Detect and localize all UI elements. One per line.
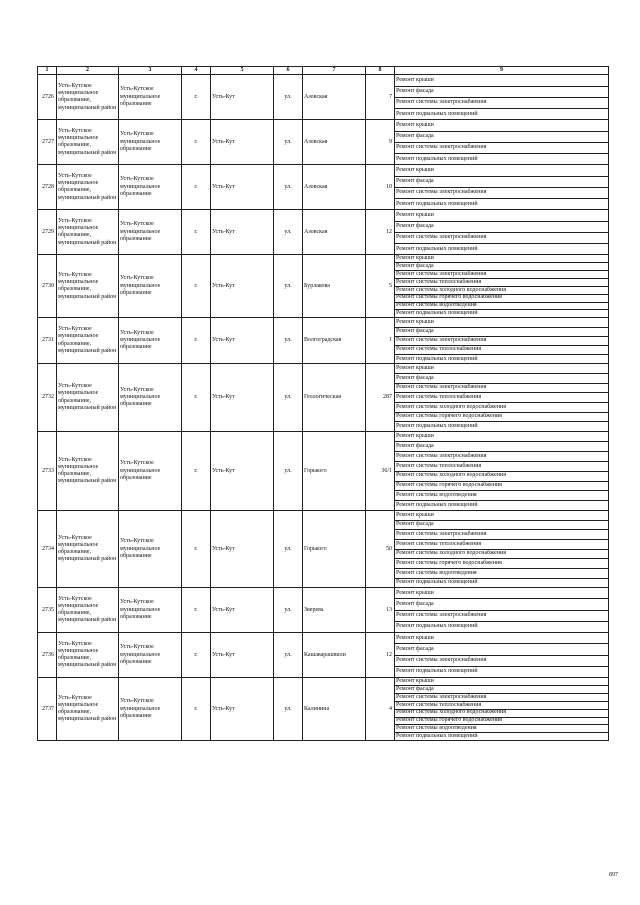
work-item: Ремонт системы водоотведения xyxy=(395,569,608,579)
municipality-cell: Усть-Кутское муниципальное образование, муниципальный район xyxy=(57,165,119,210)
house-number-cell: 287 xyxy=(366,364,395,432)
header-col-1: 1 xyxy=(38,67,57,75)
work-item: Ремонт системы электроснабжения xyxy=(395,530,608,540)
street-cell: Зверева xyxy=(303,588,366,633)
street-type-cell: ул. xyxy=(274,588,303,633)
house-number-cell: 12 xyxy=(366,633,395,678)
settlement-cell: Усть-Кутское муниципальное образование xyxy=(119,318,182,364)
street-type-cell: ул. xyxy=(274,165,303,210)
header-col-3: 3 xyxy=(119,67,182,75)
settlement-cell: Усть-Кутское муниципальное образование xyxy=(119,364,182,432)
table-row xyxy=(38,511,609,588)
work-item: Ремонт крыши xyxy=(395,120,608,131)
street-type-cell: ул. xyxy=(274,364,303,432)
row-number: 2734 xyxy=(38,511,57,588)
table-row xyxy=(38,120,609,165)
locality-type-cell: г. xyxy=(182,364,211,432)
work-item: Ремонт системы холодного водоснабжения xyxy=(395,472,608,482)
table-row xyxy=(38,432,609,511)
settlement-cell: Усть-Кутское муниципальное образование xyxy=(119,120,182,165)
work-item: Ремонт подвальных помещений xyxy=(396,110,478,117)
work-item: Ремонт системы горячего водоснабжения xyxy=(395,295,608,303)
street-type-cell: ул. xyxy=(274,633,303,678)
page-number: 897 xyxy=(609,872,618,878)
street-type-cell: ул. xyxy=(274,75,303,120)
house-number-cell: 7 xyxy=(366,75,395,120)
settlement-cell: Усть-Кутское муниципальное образование xyxy=(119,210,182,255)
row-number: 2728 xyxy=(38,165,57,210)
row-number: 2737 xyxy=(38,678,57,741)
work-item: Ремонт системы горячего водоснабжения xyxy=(395,413,608,423)
locality-type-cell: г. xyxy=(182,165,211,210)
works-cell xyxy=(395,318,609,364)
municipality-cell: Усть-Кутское муниципальное образование, муниципальный район xyxy=(57,511,119,588)
street-cell: Азовская xyxy=(303,75,366,120)
work-item: Ремонт системы электроснабжения xyxy=(395,98,608,109)
work-item: Ремонт подвальных помещений xyxy=(396,423,478,430)
row-number: 2730 xyxy=(38,255,57,318)
municipality-cell: Усть-Кутское муниципальное образование, муниципальный район xyxy=(57,75,119,120)
work-item: Ремонт подвальных помещений xyxy=(396,579,478,586)
row-number: 2732 xyxy=(38,364,57,432)
street-cell: Кашаварашвили xyxy=(303,633,366,678)
street-type-cell: ул. xyxy=(274,210,303,255)
work-item: Ремонт крыши xyxy=(395,633,608,644)
locality-type-cell: г. xyxy=(182,511,211,588)
work-item: Ремонт системы водоотведения xyxy=(395,725,608,733)
work-item: Ремонт системы теплоснабжения xyxy=(395,393,608,403)
work-item: Ремонт крыши xyxy=(395,432,608,442)
work-item: Ремонт фасада xyxy=(395,644,608,655)
settlement-cell: Усть-Кутское муниципальное образование xyxy=(119,432,182,511)
street-type-cell: ул. xyxy=(274,678,303,741)
street-cell: Волгоградская xyxy=(303,318,366,364)
settlement-cell: Усть-Кутское муниципальное образование xyxy=(119,165,182,210)
street-cell: Азовская xyxy=(303,210,366,255)
house-number-cell: 4 xyxy=(366,678,395,741)
works-cell xyxy=(395,165,609,210)
works-cell xyxy=(395,210,609,255)
works-cell xyxy=(395,432,609,511)
street-cell: Азовская xyxy=(303,120,366,165)
header-row xyxy=(38,67,609,75)
table-row xyxy=(38,255,609,318)
house-number-cell: 36/1 xyxy=(366,432,395,511)
work-item: Ремонт системы электроснабжения xyxy=(395,337,608,346)
street-type-cell: ул. xyxy=(274,318,303,364)
work-item: Ремонт системы горячего водоснабжения xyxy=(395,559,608,569)
work-item: Ремонт системы холодного водоснабжения xyxy=(395,403,608,413)
row-number: 2735 xyxy=(38,588,57,633)
work-item: Ремонт фасада xyxy=(395,521,608,531)
city-cell: Усть-Кут xyxy=(211,511,274,588)
work-item: Ремонт подвальных помещений xyxy=(396,623,478,630)
municipality-cell: Усть-Кутское муниципальное образование, муниципальный район xyxy=(57,364,119,432)
table-body xyxy=(38,75,609,741)
street-type-cell: ул. xyxy=(274,511,303,588)
work-item: Ремонт фасада xyxy=(395,222,608,233)
settlement-cell: Усть-Кутское муниципальное образование xyxy=(119,511,182,588)
header-col-4: 4 xyxy=(182,67,211,75)
work-item: Ремонт фасада xyxy=(395,177,608,188)
street-cell: Горького xyxy=(303,432,366,511)
city-cell: Усть-Кут xyxy=(211,75,274,120)
work-item: Ремонт крыши xyxy=(395,165,608,176)
street-cell: Бурлакова xyxy=(303,255,366,318)
house-number-cell: 1 xyxy=(366,318,395,364)
work-item: Ремонт крыши xyxy=(395,318,608,327)
work-item: Ремонт фасада xyxy=(395,442,608,452)
row-number: 2729 xyxy=(38,210,57,255)
work-item: Ремонт фасада xyxy=(395,263,608,271)
city-cell: Усть-Кут xyxy=(211,432,274,511)
locality-type-cell: г. xyxy=(182,678,211,741)
locality-type-cell: г. xyxy=(182,210,211,255)
city-cell: Усть-Кут xyxy=(211,678,274,741)
work-item: Ремонт подвальных помещений xyxy=(396,200,478,207)
locality-type-cell: г. xyxy=(182,75,211,120)
work-item: Ремонт крыши xyxy=(395,588,608,599)
work-item: Ремонт подвальных помещений xyxy=(396,355,478,362)
work-item: Ремонт фасада xyxy=(395,374,608,384)
work-item: Ремонт системы теплоснабжения xyxy=(395,346,608,355)
work-item: Ремонт крыши xyxy=(395,75,608,86)
work-item: Ремонт подвальных помещений xyxy=(396,668,478,675)
works-cell xyxy=(395,678,609,741)
table-row xyxy=(38,364,609,432)
settlement-cell: Усть-Кутское муниципальное образование xyxy=(119,678,182,741)
settlement-cell: Усть-Кутское муниципальное образование xyxy=(119,255,182,318)
work-item: Ремонт системы горячего водоснабжения xyxy=(395,482,608,492)
locality-type-cell: г. xyxy=(182,318,211,364)
house-number-cell: 12 xyxy=(366,210,395,255)
table-row xyxy=(38,75,609,120)
table-row xyxy=(38,588,609,633)
street-type-cell: ул. xyxy=(274,255,303,318)
work-item: Ремонт системы электроснабжения xyxy=(395,188,608,199)
work-item: Ремонт подвальных помещений xyxy=(396,502,478,509)
work-item: Ремонт системы электроснабжения xyxy=(395,694,608,702)
city-cell: Усть-Кут xyxy=(211,318,274,364)
house-number-cell: 50 xyxy=(366,511,395,588)
work-item: Ремонт крыши xyxy=(395,511,608,521)
work-item: Ремонт подвальных помещений xyxy=(396,310,478,317)
work-item: Ремонт системы электроснабжения xyxy=(395,143,608,154)
work-item: Ремонт системы теплоснабжения xyxy=(395,702,608,710)
work-item: Ремонт крыши xyxy=(395,678,608,686)
house-number-cell: 5 xyxy=(366,255,395,318)
city-cell: Усть-Кут xyxy=(211,633,274,678)
house-number-cell: 9 xyxy=(366,120,395,165)
work-item: Ремонт системы водоотведения xyxy=(395,303,608,311)
work-item: Ремонт системы электроснабжения xyxy=(395,656,608,667)
house-number-cell: 10 xyxy=(366,165,395,210)
work-item: Ремонт системы теплоснабжения xyxy=(395,540,608,550)
work-item: Ремонт фасада xyxy=(395,87,608,98)
locality-type-cell: г. xyxy=(182,120,211,165)
municipality-cell: Усть-Кутское муниципальное образование, муниципальный район xyxy=(57,120,119,165)
municipality-cell: Усть-Кутское муниципальное образование, муниципальный район xyxy=(57,678,119,741)
work-item: Ремонт крыши xyxy=(395,210,608,221)
settlement-cell: Усть-Кутское муниципальное образование xyxy=(119,588,182,633)
street-cell: Калинина xyxy=(303,678,366,741)
municipality-cell: Усть-Кутское муниципальное образование, муниципальный район xyxy=(57,318,119,364)
header-col-2: 2 xyxy=(57,67,119,75)
table-row xyxy=(38,318,609,364)
house-number-cell: 13 xyxy=(366,588,395,633)
work-item: Ремонт системы холодного водоснабжения xyxy=(395,710,608,718)
works-cell xyxy=(395,255,609,318)
works-cell xyxy=(395,120,609,165)
work-item: Ремонт системы электроснабжения xyxy=(395,452,608,462)
city-cell: Усть-Кут xyxy=(211,364,274,432)
work-item: Ремонт системы электроснабжения xyxy=(395,271,608,279)
street-type-cell: ул. xyxy=(274,120,303,165)
table-row xyxy=(38,210,609,255)
city-cell: Усть-Кут xyxy=(211,120,274,165)
street-cell: Горького xyxy=(303,511,366,588)
table-row xyxy=(38,678,609,741)
work-item: Ремонт фасада xyxy=(395,599,608,610)
works-cell xyxy=(395,75,609,120)
locality-type-cell: г. xyxy=(182,432,211,511)
row-number: 2727 xyxy=(38,120,57,165)
street-cell: Геологическая xyxy=(303,364,366,432)
locality-type-cell: г. xyxy=(182,255,211,318)
works-cell xyxy=(395,364,609,432)
work-item: Ремонт подвальных помещений xyxy=(396,155,478,162)
work-item: Ремонт системы теплоснабжения xyxy=(395,279,608,287)
work-item: Ремонт крыши xyxy=(395,255,608,263)
header-col-8: 8 xyxy=(366,67,395,75)
works-cell xyxy=(395,633,609,678)
city-cell: Усть-Кут xyxy=(211,255,274,318)
works-cell xyxy=(395,588,609,633)
header-col-9: 9 xyxy=(395,67,609,75)
work-item: Ремонт подвальных помещений xyxy=(396,245,478,252)
header-col-7: 7 xyxy=(303,67,366,75)
city-cell: Усть-Кут xyxy=(211,588,274,633)
row-number: 2726 xyxy=(38,75,57,120)
work-item: Ремонт системы электроснабжения xyxy=(395,384,608,394)
municipality-cell: Усть-Кутское муниципальное образование, муниципальный район xyxy=(57,432,119,511)
settlement-cell: Усть-Кутское муниципальное образование xyxy=(119,75,182,120)
work-item: Ремонт системы водоотведения xyxy=(395,491,608,501)
city-cell: Усть-Кут xyxy=(211,210,274,255)
work-item: Ремонт системы холодного водоснабжения xyxy=(395,550,608,560)
table-row xyxy=(38,633,609,678)
repair-program-table xyxy=(37,66,609,741)
street-type-cell: ул. xyxy=(274,432,303,511)
work-item: Ремонт фасада xyxy=(395,132,608,143)
municipality-cell: Усть-Кутское муниципальное образование, муниципальный район xyxy=(57,633,119,678)
work-item: Ремонт системы горячего водоснабжения xyxy=(395,718,608,726)
work-item: Ремонт подвальных помещений xyxy=(396,733,478,740)
settlement-cell: Усть-Кутское муниципальное образование xyxy=(119,633,182,678)
works-cell xyxy=(395,511,609,588)
row-number: 2731 xyxy=(38,318,57,364)
work-item: Ремонт фасада xyxy=(395,328,608,337)
work-item: Ремонт системы электроснабжения xyxy=(395,233,608,244)
table-row xyxy=(38,165,609,210)
work-item: Ремонт фасада xyxy=(395,686,608,694)
row-number: 2733 xyxy=(38,432,57,511)
header-col-6: 6 xyxy=(274,67,303,75)
work-item: Ремонт системы электроснабжения xyxy=(395,611,608,622)
work-item: Ремонт крыши xyxy=(395,364,608,374)
municipality-cell: Усть-Кутское муниципальное образование, муниципальный район xyxy=(57,255,119,318)
municipality-cell: Усть-Кутское муниципальное образование, муниципальный район xyxy=(57,210,119,255)
work-item: Ремонт системы холодного водоснабжения xyxy=(395,287,608,295)
municipality-cell: Усть-Кутское муниципальное образование, муниципальный район xyxy=(57,588,119,633)
locality-type-cell: г. xyxy=(182,588,211,633)
locality-type-cell: г. xyxy=(182,633,211,678)
header-col-5: 5 xyxy=(211,67,274,75)
city-cell: Усть-Кут xyxy=(211,165,274,210)
row-number: 2736 xyxy=(38,633,57,678)
work-item: Ремонт системы теплоснабжения xyxy=(395,462,608,472)
street-cell: Азовская xyxy=(303,165,366,210)
